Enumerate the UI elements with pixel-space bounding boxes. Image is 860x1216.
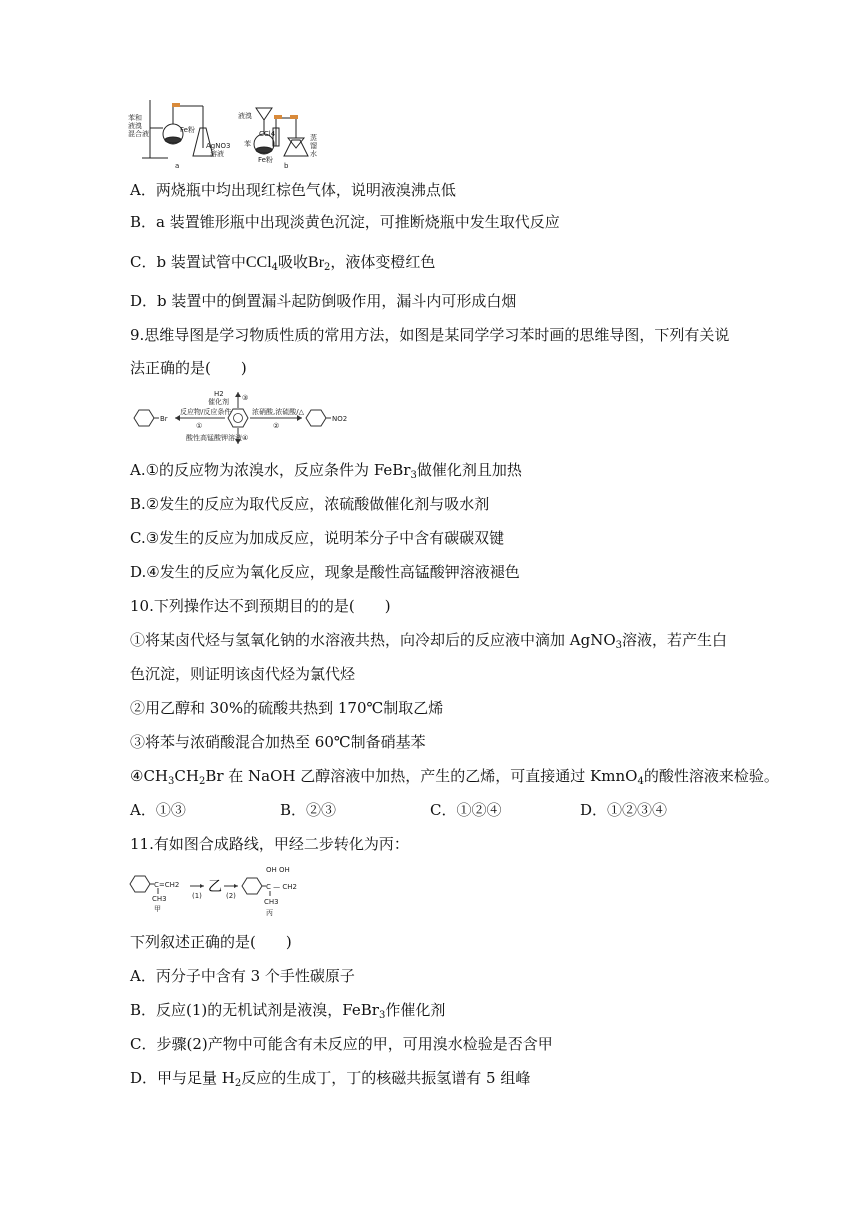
apparatus-a (142, 100, 213, 158)
label-a: a (175, 162, 180, 170)
q11-stem: 11.有如图合成路线，甲经二步转化为丙： (130, 835, 409, 853)
step-2: (2) (226, 892, 236, 900)
benzene-ring (228, 409, 248, 427)
label-b-water-2: 馏 (310, 142, 317, 150)
bromobenzene-ring (134, 410, 154, 426)
bing-chain: C — CH2 (266, 883, 297, 891)
right-condition: 浓硝酸,浓硫酸/△ (252, 408, 304, 416)
q10-item-1a: ①将某卤代烃与氢氧化钠的水溶液共热，向冷却后的反应液中滴加 AgNO$_3$溶液，若产生白 (130, 631, 728, 651)
top-num: ③ (242, 394, 249, 402)
q9-option-d: D.④发生的反应为氧化反应，现象是酸性高锰酸钾溶液褪色 (130, 563, 520, 581)
q11-option-d: D．甲与足量 $H_2$反应的生成丁，丁的核磁共振氢谱有 5 组峰 (130, 1069, 531, 1089)
q8-option-c: C．b 装置试管中CCl$_4$吸收$Br_2$，液体变橙红色 (130, 253, 436, 273)
label-b-br2: 液溴 (238, 112, 252, 120)
q10-item-2: ②用乙醇和 30%的硫酸共热到 170℃制取乙烯 (130, 699, 444, 717)
label-b-fe: Fe粉 (258, 156, 273, 164)
jia-alkene: C=CH2 (154, 881, 180, 889)
q9-option-b: B.②发生的反应为取代反应，浓硫酸做催化剂与吸水剂 (130, 495, 490, 513)
jia-benzene-ring (130, 876, 150, 892)
q9-stem-2: 法正确的是( ) (130, 359, 247, 377)
bing-ohoh: OH OH (266, 866, 290, 874)
label-a-solution: 溶液 (210, 150, 224, 158)
label-b: b (284, 162, 289, 170)
q11-option-c: C．步骤(2)产物中可能含有未反应的甲，可用溴水检验是否含甲 (130, 1035, 553, 1053)
q10-option-a: A．①③ (130, 801, 186, 819)
step-1: (1) (192, 892, 202, 900)
bottom-num: ④ (242, 434, 249, 442)
label-a-1: 苯和 (128, 114, 142, 122)
top-reagent: H2 (214, 390, 224, 398)
q9-option-c: C.③发生的反应为加成反应，说明苯分子中含有碳碳双键 (130, 529, 505, 547)
jia-label: 甲 (154, 905, 161, 913)
left-num: ① (196, 422, 203, 430)
label-a-2: 液溴 (128, 122, 142, 130)
right-product: NO2 (332, 415, 348, 423)
q9-option-a: A.①的反应物为浓溴水，反应条件为 FeBr$_3$做催化剂且加热 (130, 461, 522, 481)
left-condition: 反应物/反应条件 (180, 408, 232, 416)
q10-stem: 10.下列操作达不到预期目的的是( ) (130, 597, 391, 615)
bottom-condition: 酸性高锰酸钾溶液 (186, 434, 242, 442)
bing-label: 丙 (266, 909, 273, 917)
jia-ch3: CH3 (152, 895, 167, 903)
q11-option-a: A．丙分子中含有 3 个手性碳原子 (130, 967, 355, 985)
q11-option-b: B．反应(1)的无机试剂是液溴，FeBr$_3$作催化剂 (130, 1001, 446, 1021)
label-b-benzene: 苯 (244, 140, 251, 148)
right-num: ② (273, 422, 280, 430)
label-b-water-3: 水 (310, 150, 317, 158)
benzene-mind-map (130, 388, 350, 446)
q10-option-d: D．①②③④ (580, 801, 668, 819)
nitrobenzene-ring (306, 410, 326, 426)
q10-item-1b: 色沉淀，则证明该卤代烃为氯代烃 (130, 665, 356, 683)
left-product: Br (160, 415, 168, 423)
q10-item-4: $④CH_3CH_2Br$ 在 NaOH 乙醇溶液中加热，产生的乙烯，可直接通过 KmnO$_4$的酸性溶液来检验。 (130, 767, 779, 787)
label-a-3: 混合液 (128, 130, 149, 138)
q8-option-b: B．a 装置锥形瓶中出现淡黄色沉淀，可推断烧瓶中发生取代反应 (130, 213, 560, 231)
bing-benzene-ring (242, 878, 262, 894)
label-a-agno3: AgNO3 (206, 142, 231, 150)
label-a-fe: Fe粉 (180, 126, 195, 134)
top-condition: 催化剂 (208, 398, 229, 406)
label-b-ccl4: CCl4 (259, 130, 276, 138)
q8-option-d: D．b 装置中的倒置漏斗起防倒吸作用，漏斗内可形成白烟 (130, 292, 517, 310)
q10-option-b: B．②③ (280, 801, 337, 819)
yi-label: 乙 (208, 879, 222, 895)
synthesis-route (128, 864, 308, 920)
bing-ch3: CH3 (264, 898, 279, 906)
q9-stem-1: 9.思维导图是学习物质性质的常用方法，如图是某同学学习苯时画的思维导图，下列有关说 (130, 326, 730, 344)
label-b-water-1: 蒸 (310, 134, 317, 142)
apparatus-figure (128, 98, 338, 170)
q10-option-c: C．①②④ (430, 801, 502, 819)
q8-option-a: A．两烧瓶中均出现红棕色气体，说明液溴沸点低 (130, 181, 456, 199)
q10-item-3: ③将苯与浓硝酸混合加热至 60℃制备硝基苯 (130, 733, 426, 751)
q11-ask: 下列叙述正确的是( ) (130, 933, 292, 951)
